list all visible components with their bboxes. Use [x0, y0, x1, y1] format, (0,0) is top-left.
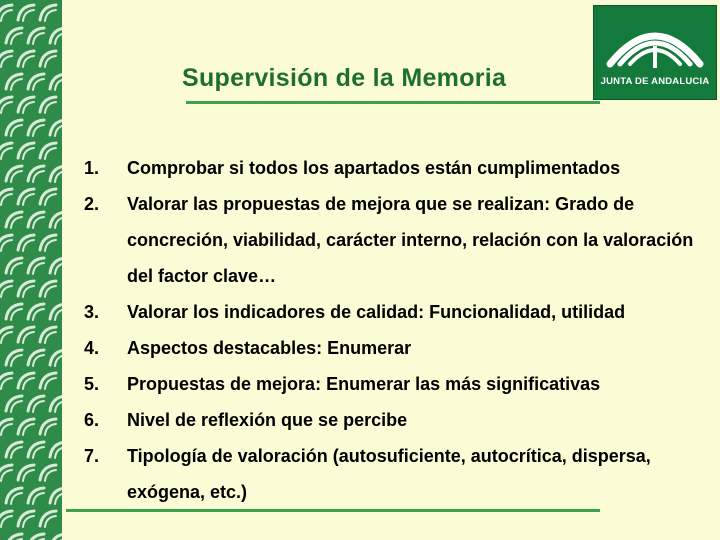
- arch-icon: [1, 424, 12, 435]
- item-number: 7.: [84, 446, 100, 466]
- arch-icon: [1, 240, 12, 251]
- title-underline: [186, 101, 600, 104]
- arch-icon: [1, 10, 12, 21]
- arch-icon: [33, 263, 44, 274]
- arch-icon: [1, 470, 12, 481]
- arch-icon: [11, 171, 22, 182]
- supervision-list: [84, 150, 714, 510]
- arch-icon: [55, 355, 62, 366]
- arch-icon: [23, 56, 34, 67]
- item-text: Comprobar si todos los apartados están cumplimentados: [127, 158, 621, 178]
- list-item: [84, 186, 714, 294]
- arch-icon: [33, 33, 44, 44]
- item-text: Valorar las propuestas de mejora que se realizan: Grado de concreción, viabilidad, carácter interno, relación con la valoración del factor clave…: [127, 194, 694, 286]
- arch-icon: [11, 263, 22, 274]
- list-item: [84, 330, 714, 366]
- list-item: [84, 294, 714, 330]
- arch-icon: [23, 240, 34, 251]
- arch-icon: [45, 516, 56, 527]
- arch-icon: [55, 447, 62, 458]
- arch-icon: [11, 355, 22, 366]
- arch-icon: [33, 493, 44, 504]
- arch-icon: [33, 171, 44, 182]
- item-text: Aspectos destacables: Enumerar: [127, 338, 412, 358]
- item-number: 3.: [84, 302, 100, 322]
- arch-icon: [45, 240, 56, 251]
- item-text: Propuestas de mejora: Enumerar las más significativas: [127, 374, 601, 394]
- item-number: 1.: [84, 158, 100, 178]
- arch-icon: [33, 401, 44, 412]
- arch-icon: [23, 516, 34, 527]
- item-number: 6.: [84, 410, 100, 430]
- arch-icon: [1, 378, 12, 389]
- arch-icon: [23, 102, 34, 113]
- arch-icon: [23, 194, 34, 205]
- arch-icon: [45, 10, 56, 21]
- arch-icon: [11, 125, 22, 136]
- list-item: [84, 438, 714, 510]
- arch-icon: [45, 378, 56, 389]
- slide-title: Supervisión de la Memoria: [182, 64, 507, 92]
- arch-icon: [55, 401, 62, 412]
- arch-icon: [45, 424, 56, 435]
- arch-icon: [33, 79, 44, 90]
- item-number: 4.: [84, 338, 100, 358]
- arch-icon: [1, 56, 12, 67]
- arch-icon: [45, 102, 56, 113]
- arch-icon: [11, 309, 22, 320]
- arch-icon: [45, 286, 56, 297]
- arch-icon: [1, 332, 12, 343]
- arch-icon: [11, 79, 22, 90]
- item-text: Valorar los indicadores de calidad: Funcionalidad, utilidad: [127, 302, 626, 322]
- arch-pattern-icon: [0, 0, 62, 540]
- arch-icon: [55, 263, 62, 274]
- arch-icon: [55, 33, 62, 44]
- list-item: [84, 402, 714, 438]
- arch-icon: [11, 33, 22, 44]
- arch-icon: [55, 217, 62, 228]
- arch-icon: [11, 217, 22, 228]
- item-text: Tipología de valoración (autosuficiente, autocrítica, dispersa, exógena, etc.): [127, 446, 651, 502]
- arch-icon: [45, 332, 56, 343]
- arch-icon: [55, 493, 62, 504]
- arch-icon: [23, 148, 34, 159]
- arch-icon: [33, 355, 44, 366]
- arch-icon: [45, 56, 56, 67]
- arch-icon: [45, 148, 56, 159]
- junta-de-andalucia-logo: [593, 5, 717, 100]
- arch-icon: [33, 309, 44, 320]
- arch-icon: [1, 516, 12, 527]
- arch-icon: [23, 378, 34, 389]
- arch-icon: [1, 148, 12, 159]
- decorative-sidebar: [0, 0, 62, 540]
- arch-icon: [50, 534, 62, 540]
- arch-icon: [33, 217, 44, 228]
- arch-icon: [11, 447, 22, 458]
- arch-icon: [1, 102, 12, 113]
- bottom-divider: [66, 509, 600, 512]
- item-text: Nivel de reflexión que se percibe: [127, 410, 408, 430]
- arch-icon: [23, 424, 34, 435]
- arch-icon: [23, 10, 34, 21]
- arch-icon: [55, 125, 62, 136]
- arch-icon: [1, 194, 12, 205]
- arch-icon: [33, 125, 44, 136]
- arch-icon: [23, 286, 34, 297]
- arch-icon: [55, 171, 62, 182]
- arch-icon: [1, 286, 12, 297]
- arch-icon: [11, 401, 22, 412]
- item-number: 2.: [84, 194, 100, 214]
- arch-icon: [45, 194, 56, 205]
- arch-icon: [55, 309, 62, 320]
- arch-icon: [23, 470, 34, 481]
- arch-icon: [11, 493, 22, 504]
- arch-icon: [23, 332, 34, 343]
- arch-icon: [45, 470, 56, 481]
- list-item: [84, 366, 714, 402]
- arch-icon: [55, 79, 62, 90]
- list-item: [84, 150, 714, 186]
- arch-icon: [33, 447, 44, 458]
- logo-label: JUNTA DE ANDALUCIA: [600, 76, 710, 87]
- item-number: 5.: [84, 374, 100, 394]
